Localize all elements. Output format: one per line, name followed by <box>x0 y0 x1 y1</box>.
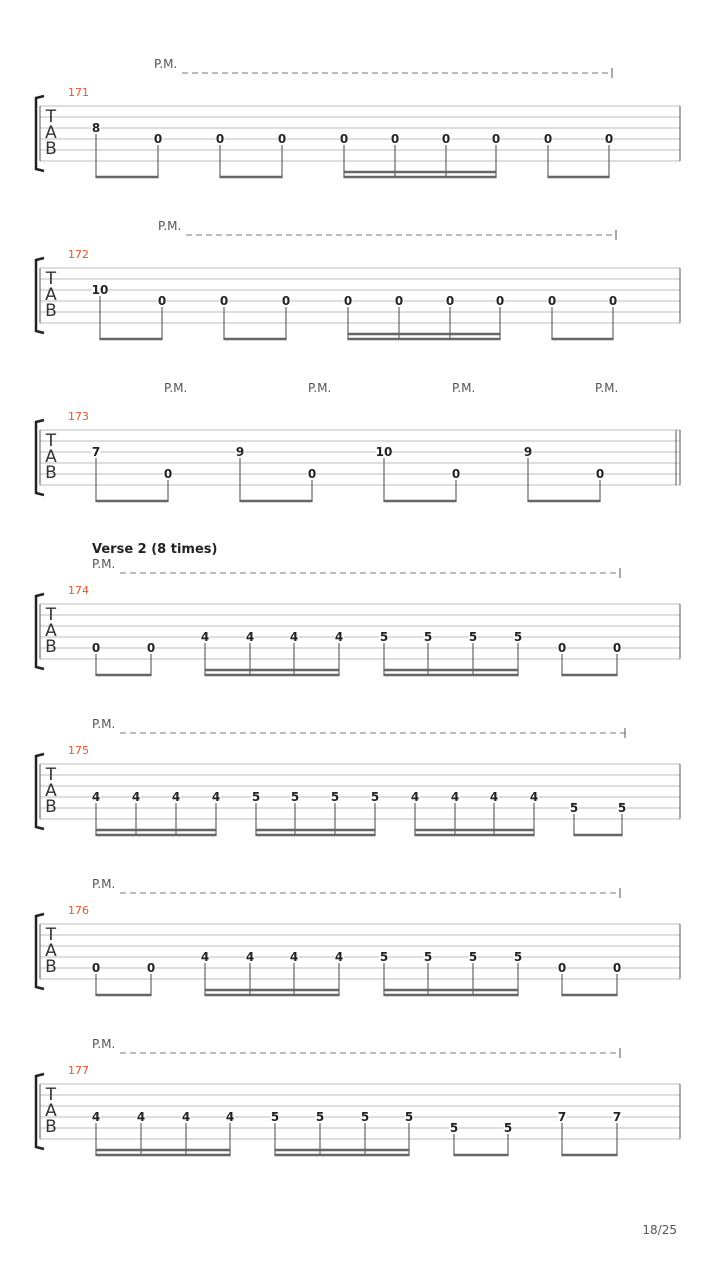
fret-number: 0 <box>547 294 557 308</box>
fret-number: 0 <box>277 132 287 146</box>
measure-number: 174 <box>68 584 89 597</box>
measure-number: 177 <box>68 1064 89 1077</box>
tab-clef-letter: B <box>45 301 57 321</box>
fret-number: 0 <box>153 132 163 146</box>
fret-number: 0 <box>543 132 553 146</box>
fret-number: 5 <box>423 630 433 644</box>
measure-number: 176 <box>68 904 89 917</box>
palm-mute-label: P.M. <box>452 381 476 395</box>
fret-number: 4 <box>529 790 539 804</box>
fret-number: 5 <box>423 950 433 964</box>
fret-number: 0 <box>91 961 101 975</box>
fret-number: 0 <box>339 132 349 146</box>
tab-clef-letter: B <box>45 637 57 657</box>
measure-number: 175 <box>68 744 89 757</box>
tab-clef-letter: B <box>45 797 57 817</box>
page-number: 18/25 <box>642 1223 677 1237</box>
fret-number: 4 <box>91 1110 101 1124</box>
fret-number: 5 <box>251 790 261 804</box>
measure-number: 172 <box>68 248 89 261</box>
fret-number: 0 <box>495 294 505 308</box>
tab-clef-letter: A <box>45 447 57 467</box>
fret-number: 5 <box>270 1110 280 1124</box>
fret-number: 4 <box>410 790 420 804</box>
fret-number: 0 <box>451 467 461 481</box>
fret-number: 5 <box>513 950 523 964</box>
tab-clef-letter: A <box>45 781 57 801</box>
palm-mute-label: P.M. <box>92 1037 116 1051</box>
fret-number: 5 <box>360 1110 370 1124</box>
fret-number: 0 <box>394 294 404 308</box>
fret-number: 5 <box>290 790 300 804</box>
fret-number: 0 <box>343 294 353 308</box>
tab-clef-letter: A <box>45 621 57 641</box>
tab-system <box>36 219 680 339</box>
fret-number: 4 <box>289 950 299 964</box>
palm-mute-label: P.M. <box>158 219 182 233</box>
fret-number: 5 <box>617 801 627 815</box>
palm-mute-label: P.M. <box>92 877 116 891</box>
fret-number: 4 <box>136 1110 146 1124</box>
fret-number: 0 <box>604 132 614 146</box>
tab-clef-letter: A <box>45 1101 57 1121</box>
fret-number: 5 <box>370 790 380 804</box>
fret-number: 9 <box>235 445 245 459</box>
tab-system <box>36 717 680 835</box>
fret-number: 0 <box>215 132 225 146</box>
tab-clef-letter: B <box>45 1117 57 1137</box>
tab-clef-letter: B <box>45 957 57 977</box>
fret-number: 0 <box>445 294 455 308</box>
tab-clef-letter: T <box>45 925 57 945</box>
fret-number: 4 <box>181 1110 191 1124</box>
fret-number: 0 <box>390 132 400 146</box>
palm-mute-label: P.M. <box>92 717 116 731</box>
fret-number: 0 <box>146 961 156 975</box>
fret-number: 5 <box>379 630 389 644</box>
measure-number: 171 <box>68 86 89 99</box>
fret-number: 5 <box>503 1121 513 1135</box>
fret-number: 4 <box>171 790 181 804</box>
fret-number: 5 <box>569 801 579 815</box>
palm-mute-label: P.M. <box>92 557 116 571</box>
fret-number: 4 <box>489 790 499 804</box>
tab-clef-letter: T <box>45 269 57 289</box>
fret-number: 5 <box>379 950 389 964</box>
fret-number: 4 <box>334 630 344 644</box>
fret-number: 8 <box>91 121 101 135</box>
tab-clef-letter: B <box>45 139 57 159</box>
tab-clef-letter: A <box>45 123 57 143</box>
fret-number: 4 <box>289 630 299 644</box>
fret-number: 0 <box>595 467 605 481</box>
fret-number: 4 <box>245 630 255 644</box>
fret-number: 5 <box>315 1110 325 1124</box>
palm-mute-label: P.M. <box>308 381 332 395</box>
tab-clef-letter: T <box>45 1085 57 1105</box>
fret-number: 5 <box>404 1110 414 1124</box>
fret-number: 4 <box>211 790 221 804</box>
tab-system <box>36 877 680 995</box>
fret-number: 0 <box>612 961 622 975</box>
fret-number: 4 <box>245 950 255 964</box>
fret-number: 5 <box>468 950 478 964</box>
tab-clef-letter: T <box>45 107 57 127</box>
palm-mute-label: P.M. <box>595 381 619 395</box>
tab-clef-letter: A <box>45 285 57 305</box>
tab-system <box>36 57 680 177</box>
section-label: Verse 2 (8 times) <box>92 542 218 557</box>
fret-number: 0 <box>163 467 173 481</box>
fret-number: 5 <box>330 790 340 804</box>
fret-number: 0 <box>557 641 567 655</box>
tab-system <box>36 1037 680 1155</box>
tab-system <box>36 381 680 501</box>
fret-number: 0 <box>91 641 101 655</box>
fret-number: 4 <box>334 950 344 964</box>
palm-mute-label: P.M. <box>154 57 178 71</box>
tab-clef-letter: T <box>45 765 57 785</box>
fret-number: 0 <box>608 294 618 308</box>
palm-mute-label: P.M. <box>164 381 188 395</box>
fret-number: 5 <box>513 630 523 644</box>
tab-clef-letter: T <box>45 431 57 451</box>
tab-system <box>36 557 680 675</box>
fret-number: 7 <box>91 445 101 459</box>
tab-clef-letter: B <box>45 463 57 483</box>
fret-number: 0 <box>157 294 167 308</box>
fret-number: 7 <box>557 1110 567 1124</box>
fret-number: 4 <box>225 1110 235 1124</box>
fret-number: 0 <box>219 294 229 308</box>
fret-number: 4 <box>450 790 460 804</box>
fret-number: 4 <box>200 950 210 964</box>
fret-number: 4 <box>200 630 210 644</box>
fret-number: 10 <box>91 283 109 297</box>
fret-number: 0 <box>146 641 156 655</box>
fret-number: 4 <box>131 790 141 804</box>
fret-number: 0 <box>491 132 501 146</box>
fret-number: 9 <box>523 445 533 459</box>
fret-number: 0 <box>557 961 567 975</box>
tab-clef-letter: T <box>45 605 57 625</box>
fret-number: 10 <box>375 445 393 459</box>
fret-number: 5 <box>449 1121 459 1135</box>
fret-number: 0 <box>281 294 291 308</box>
fret-number: 0 <box>307 467 317 481</box>
measure-number: 173 <box>68 410 89 423</box>
tab-clef-letter: A <box>45 941 57 961</box>
fret-number: 4 <box>91 790 101 804</box>
fret-number: 0 <box>612 641 622 655</box>
fret-number: 5 <box>468 630 478 644</box>
fret-number: 7 <box>612 1110 622 1124</box>
fret-number: 0 <box>441 132 451 146</box>
